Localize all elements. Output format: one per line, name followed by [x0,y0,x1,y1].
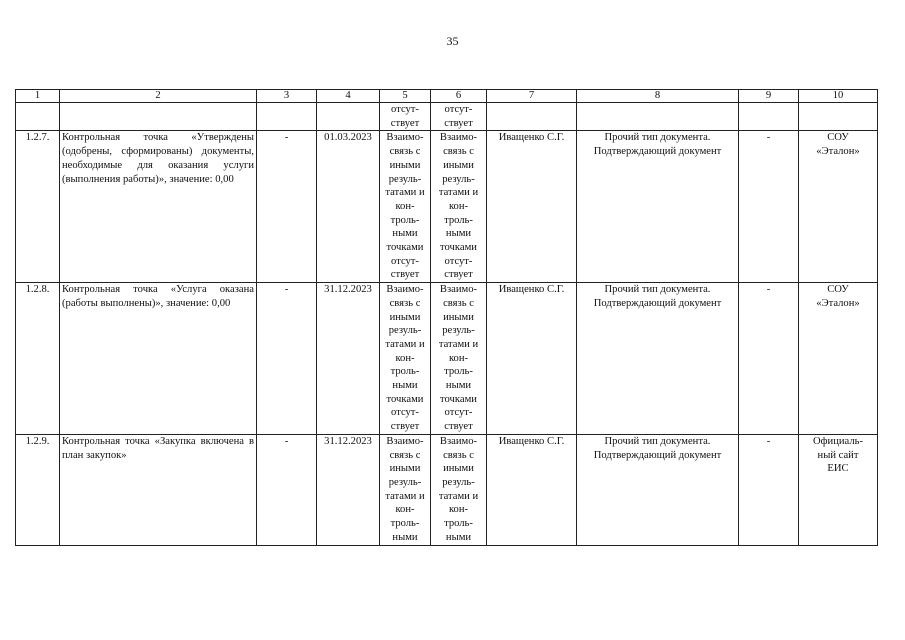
header-cell-9: 9 [739,90,799,103]
col9-value: - [739,131,799,283]
col9-value: - [739,283,799,435]
row-number: 1.2.8. [16,283,60,435]
control-points-table [15,89,878,546]
info-system: СОУ «Эталон» [799,131,878,283]
header-cell-4: 4 [317,90,380,103]
row-number: 1.2.9. [16,434,60,545]
control-point-name: Контрольная точка «Закупка включена в план закупок» [60,434,257,545]
relation-col5: Взаимо- связь с иными резуль- татами и кон- троль- ными точками отсут- ствует [380,283,431,435]
info-system: Официаль- ный сайт ЕИС [799,434,878,545]
col3-value: - [257,434,317,545]
header-cell-6: 6 [431,90,487,103]
responsible-person: Иващенко С.Г. [487,283,577,435]
info-system: СОУ «Эталон» [799,283,878,435]
header-cell-3: 3 [257,90,317,103]
header-row [16,90,878,103]
col3-value: - [257,283,317,435]
relation-col6: Взаимо- связь с иными резуль- татами и кон- троль- ными точками отсут- ствует [431,131,487,283]
table-row [16,131,878,283]
document-type: Прочий тип документа. Подтверждающий документ [577,434,739,545]
document-type: Прочий тип документа. Подтверждающий документ [577,131,739,283]
continuation-col6: отсут- ствует [431,103,487,131]
header-cell-1: 1 [16,90,60,103]
col9-value: - [739,434,799,545]
due-date: 01.03.2023 [317,131,380,283]
header-cell-8: 8 [577,90,739,103]
relation-col5: Взаимо- связь с иными резуль- татами и кон- троль- ными точками отсут- ствует [380,131,431,283]
document-type: Прочий тип документа. Подтверждающий документ [577,283,739,435]
table-body [16,90,878,546]
relation-col6: Взаимо- связь с иными резуль- татами и кон- троль- ными точками отсут- ствует [431,283,487,435]
relation-col6: Взаимо- связь с иными резуль- татами и кон- троль- ными [431,434,487,545]
header-cell-2: 2 [60,90,257,103]
header-cell-10: 10 [799,90,878,103]
relation-col5: Взаимо- связь с иными резуль- татами и кон- троль- ными [380,434,431,545]
table-row [16,283,878,435]
due-date: 31.12.2023 [317,434,380,545]
header-cell-5: 5 [380,90,431,103]
row-number: 1.2.7. [16,131,60,283]
page-number: 35 [446,34,459,48]
continuation-col5: отсут- ствует [380,103,431,131]
control-point-name: Контрольная точка «Утверждены (одобрены, сформированы) документы, необходимые для оказания услуги (выполнения работы)», значение: 0,00 [60,131,257,283]
col3-value: - [257,131,317,283]
responsible-person: Иващенко С.Г. [487,434,577,545]
header-cell-7: 7 [487,90,577,103]
control-point-name: Контрольная точка «Услуга оказана (работы выполнены)», значение: 0,00 [60,283,257,435]
responsible-person: Иващенко С.Г. [487,131,577,283]
continuation-row [16,103,878,131]
due-date: 31.12.2023 [317,283,380,435]
table-row [16,434,878,545]
